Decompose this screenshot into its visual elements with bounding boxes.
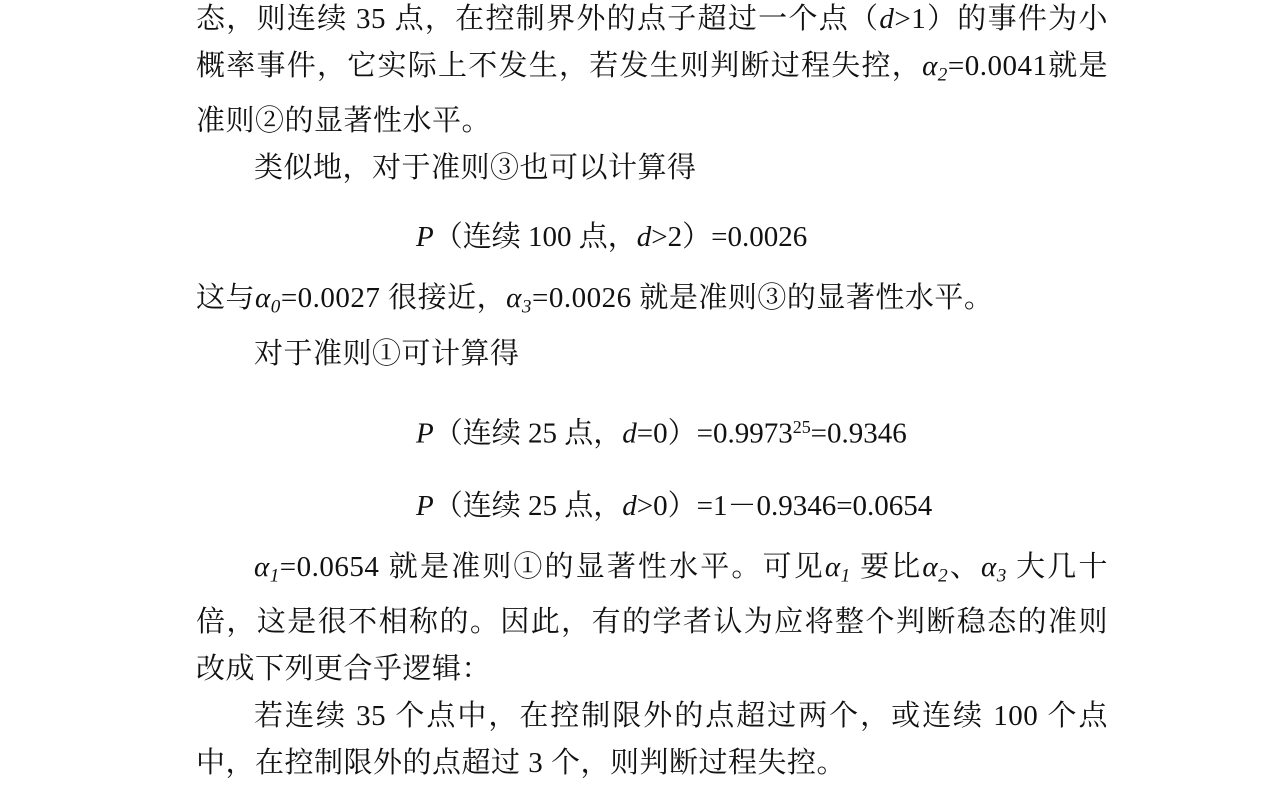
paragraph-5-variable-alpha-1: α xyxy=(254,551,270,584)
paragraph-4 xyxy=(196,331,1108,378)
paragraph-5-subscript-1b: 1 xyxy=(840,565,851,587)
formula-2-exponent: 25 xyxy=(792,416,811,437)
paragraph-3 xyxy=(196,275,1108,330)
paragraph-6-line-1: 若连续 35 个点中，在控制限外的点超过两个，或连续 100 个点中， xyxy=(196,700,1108,780)
paragraph-5-seg-2: 要比 xyxy=(850,551,923,584)
paragraph-1-line-3: 就是准则②的显著性水平。 xyxy=(196,50,1108,138)
variable-alpha-2: α xyxy=(922,50,938,82)
formula-1-variable-d: d xyxy=(636,221,652,254)
paragraph-5-variable-alpha-3: α xyxy=(980,551,997,584)
formula-1-probability-symbol: P xyxy=(416,221,434,254)
spacer-before-formula-2 xyxy=(196,378,1108,404)
paragraph-1-line-1: 态，则连续 35 点，在控制界外的点子超过一个点（ xyxy=(196,3,880,35)
formula-1-open: （连续 100 点， xyxy=(433,221,637,254)
variable-d: d xyxy=(879,3,895,35)
formula-3-probability-symbol: P xyxy=(416,490,434,523)
spacer-after-formula-1 xyxy=(196,261,1108,275)
formula-2-mid: =0）=0.9973 xyxy=(636,417,793,450)
paragraph-5-line-3: 下列更合乎逻辑： xyxy=(255,653,492,686)
formula-2 xyxy=(196,404,1108,457)
paragraph-5-seg-4: 大几十倍， xyxy=(196,551,1108,639)
paragraph-6 xyxy=(196,693,1108,787)
variable-alpha-0: α xyxy=(255,282,271,315)
paragraph-2-text: 类似地，对于准则③也可以计算得 xyxy=(254,152,697,185)
paragraph-1-line-2-cont: =0.0041 xyxy=(947,50,1048,82)
paragraph-5-line-2: 这是很不相称的。因此，有的学者认为应将整个判断稳态的准则改成 xyxy=(196,606,1108,686)
formula-1-mid: >2）=0.0026 xyxy=(651,221,808,254)
subscript-0: 0 xyxy=(270,296,281,318)
variable-alpha-3: α xyxy=(506,282,522,315)
formula-1 xyxy=(196,214,1108,261)
paragraph-5-variable-alpha-1b: α xyxy=(824,551,841,584)
formula-2-probability-symbol: P xyxy=(416,417,434,450)
paragraph-5-subscript-1: 1 xyxy=(269,565,280,587)
formula-2-variable-d: d xyxy=(622,417,637,450)
formula-3-variable-d: d xyxy=(622,490,637,523)
formula-2-open: （连续 25 点， xyxy=(433,417,623,450)
paragraph-1-line-1-cont: >1）的事件为 xyxy=(894,3,1079,35)
text-column xyxy=(196,0,1108,787)
spacer-between-formulas xyxy=(196,457,1108,483)
paragraph-5-seg-1: =0.0654 就是准则①的显著性水平。可见 xyxy=(279,551,825,584)
paragraph-3-mid-1: =0.0027 很接近， xyxy=(280,282,507,315)
formula-3 xyxy=(196,483,1108,530)
paragraph-5-subscript-2: 2 xyxy=(938,565,949,587)
paragraph-1-line-2: 小概率事件，它实际上不发生，若发生则判断过程失控， xyxy=(196,3,1108,82)
paragraph-2 xyxy=(196,145,1108,192)
formula-3-open: （连续 25 点， xyxy=(433,490,623,523)
paragraph-1 xyxy=(196,0,1108,145)
paragraph-6-line-2: 在控制限外的点超过 3 个，则判断过程失控。 xyxy=(255,747,847,780)
paragraph-4-text: 对于准则①可计算得 xyxy=(254,337,520,370)
subscript-2: 2 xyxy=(937,64,948,86)
formula-2-tail: =0.9346 xyxy=(810,417,907,450)
paragraph-5-variable-alpha-2: α xyxy=(922,551,939,584)
subscript-3: 3 xyxy=(521,296,532,318)
paragraph-5 xyxy=(196,544,1108,693)
paragraph-5-subscript-3: 3 xyxy=(996,565,1007,587)
spacer-before-formula-1 xyxy=(196,192,1108,214)
formula-3-mid: >0）=1－0.9346=0.0654 xyxy=(636,490,933,523)
paragraph-3-mid-2: =0.0026 就是准则③的显著性水平。 xyxy=(531,282,994,315)
spacer-after-formula-3 xyxy=(196,530,1108,544)
paragraph-5-seg-3: 、 xyxy=(948,551,981,584)
paragraph-3-prefix: 这与 xyxy=(196,282,256,315)
